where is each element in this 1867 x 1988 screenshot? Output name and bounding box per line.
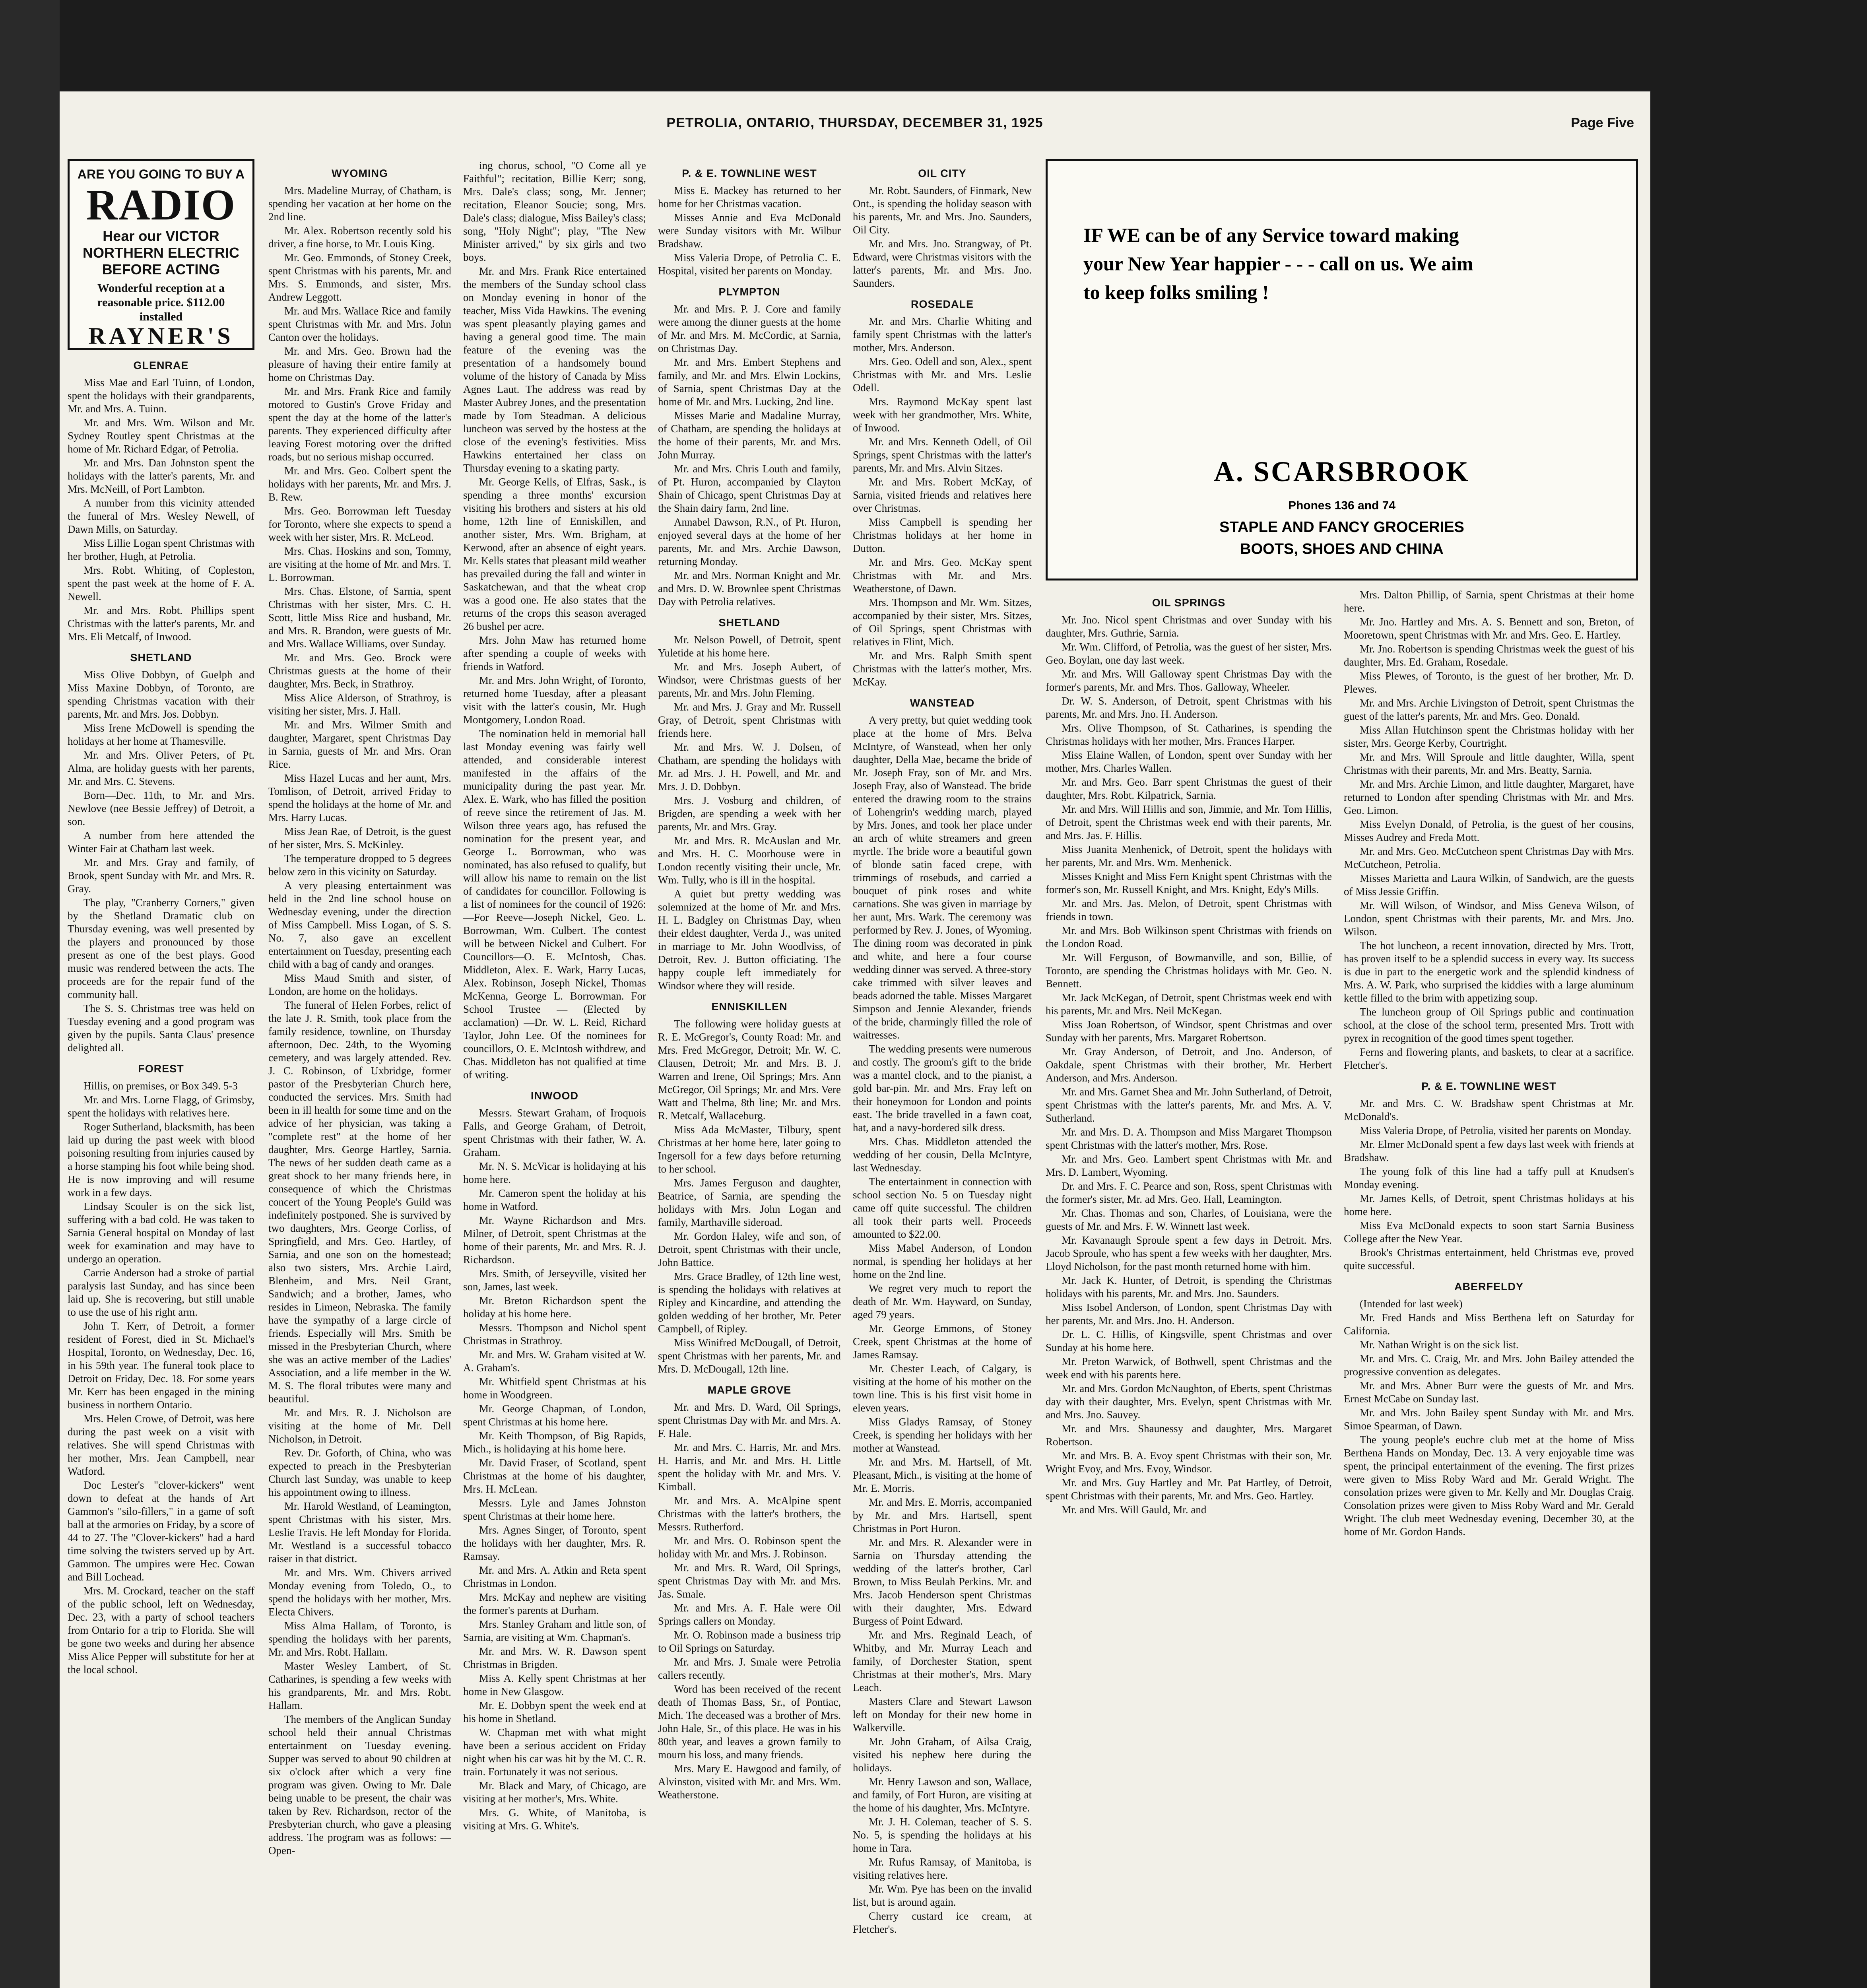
news-item: Mr. and Mrs. Garnet Shea and Mr. John Sutherland, of Detroit, spent Christmas with the latter's parents, Mr. and Mrs. A. V. Sutherland. xyxy=(1046,1086,1332,1124)
news-item: Mr. and Mrs. Charlie Whiting and family spent Christmas with the latter's mother, Mrs. Anderson. xyxy=(853,315,1032,353)
ad-question: ARE YOU GOING TO BUY A xyxy=(77,167,245,181)
news-item: Ferns and flowering plants, and baskets, to clear at a sacrifice. Fletcher's. xyxy=(1344,1046,1634,1071)
news-item: A very pretty, but quiet wedding took place at the home of Mrs. Belva McIntyre, of Wanstead, when her only daughter, Della Mae, became the bride of Mr. Joseph Fray, son of Mr. and Mrs. Joseph Fray, also of Wanstead. The bride entered the drawing room to the strains of Lohengrin's wedding march, played by Mrs. Jones, and took her place under an arch of white streamers and green myrtle. The bride wore a beautiful gown of blonde satin faced crepe, with trimmings of rosebuds, and carried a bouquet of pink roses and white carnations. She was given in marriage by her aunt, Mrs. Wark. The ceremony was performed by Rev. J. Jones, of Wyoming. The dining room was decorated in pink and white, and here a four course wedding dinner was served. A three-story cake trimmed with silver leaves and beads adorned the table. Misses Margaret Simpson and Jennie Alexander, friends of the bride, charmingly filled the role of waitresses. xyxy=(853,714,1032,1041)
news-item: Mr. Jno. Hartley and Mrs. A. S. Bennett and son, Breton, of Mooretown, spent Christmas with Mr. and Mrs. Geo. E. Hartley. xyxy=(1344,616,1634,641)
news-item: Mr. Breton Richardson spent the holiday at his home here. xyxy=(463,1295,646,1320)
news-item: Mr. and Mrs. Geo. McCutcheon spent Christmas Day with Mrs. McCutcheon, Petrolia. xyxy=(1344,845,1634,870)
store-slogan: IF WE can be of any Service toward making your New Year happier - - - call on us. We aim to keep folks smiling ! xyxy=(1083,224,1473,303)
news-item: Misses Annie and Eva McDonald were Sunday visitors with Mr. Wilbur Bradshaw. xyxy=(658,212,841,250)
news-item: Mr. and Mrs. Joseph Aubert, of Windsor, were Christmas guests of her parents, Mr. and Mrs. John Fleming. xyxy=(658,661,841,699)
news-item: Mr. O. Robinson made a business trip to Oil Springs on Saturday. xyxy=(658,1629,841,1654)
news-item: Miss Mae and Earl Tuinn, of London, spent the holidays with their grandparents, Mr. and Mrs. A. Tuinn. xyxy=(68,377,254,415)
news-item: Mr. Black and Mary, of Chicago, are visiting at her mother's, Mrs. White. xyxy=(463,1780,646,1805)
news-item: Roger Sutherland, blacksmith, has been laid up during the past week with blood poisoning resulting from injuries caused by a horse stamping his foot while being shod. He is now improving and will resume work in a few days. xyxy=(68,1121,254,1198)
news-item: Mrs. Stanley Graham and little son, of Sarnia, are visiting at Wm. Chapman's. xyxy=(463,1618,646,1643)
news-item: Mr. and Mrs. Will Hillis and son, Jimmie, and Mr. Tom Hillis, of Detroit, spent the Christmas week end with their parents, Mr. and Mrs. Jas. F. Hillis. xyxy=(1046,803,1332,841)
news-item: Mr. and Mrs. P. J. Core and family were among the dinner guests at the home of Mr. and Mrs. M. McCordic, at Sarnia, on Christmas Day. xyxy=(658,303,841,354)
news-item: Mr. Will Wilson, of Windsor, and Miss Geneva Wilson, of London, spent Christmas with their parents, Mr. and Mrs. Jno. Wilson. xyxy=(1344,899,1634,938)
news-item: Mr. Wm. Clifford, of Petrolia, was the guest of her sister, Mrs. Geo. Boylan, one day last week. xyxy=(1046,641,1332,666)
news-item: Mr. and Mrs. W. R. Dawson spent Christmas in Brigden. xyxy=(463,1645,646,1670)
news-item: Mr. and Mrs. R. J. Nicholson are visiting at the home of Mr. Dell Nicholson, in Detroit. xyxy=(268,1407,451,1445)
news-item: Mr. and Mrs. J. Gray and Mr. Russell Gray, of Detroit, spent Christmas with friends here. xyxy=(658,701,841,739)
news-item: Miss Alice Alderson, of Strathroy, is visiting her sister, Mrs. J. Hall. xyxy=(268,692,451,717)
news-item: Mr. George Kells, of Elfras, Sask., is spending a three months' excursion visiting his brothers and sisters at his old home, 12th line of Enniskillen, and another sister, Mrs. Wm. Brigham, at Kerwood, after an absence of eight years. Mr. Kells states that pleasant mild weather has prevailed during the fall and winter in Saskatchewan, and that the wheat crop was a good one. He also states that the returns of the crops this season averaged 26 bushel per acre. xyxy=(463,476,646,632)
news-item: Mr. Whitfield spent Christmas at his home in Woodgreen. xyxy=(463,1376,646,1401)
section-heading: FOREST xyxy=(138,1063,184,1075)
news-item: Mr. and Mrs. Reginald Leach, of Whitby, and Mr. Murray Leach and family, of Dorchester Station, spent Christmas at their mother's, Mrs. Mary Leach. xyxy=(853,1629,1032,1693)
news-item: Born—Dec. 11th, to Mr. and Mrs. Newlove (nee Bessie Jeffrey) of Detroit, a son. xyxy=(68,789,254,827)
news-item: Mr. and Mrs. R. Alexander were in Sarnia on Thursday attending the wedding of the latter's brother, Carl Brown, to Miss Beulah Perkins. Mr. and Mrs. Jacob Henderson spent Christmas with their daughter, Mrs. Edward Burgess of Point Edward. xyxy=(853,1536,1032,1627)
section-heading: GLENRAE xyxy=(133,359,189,371)
ad-victor-line: Hear our VICTOR NORTHERN ELECTRIC BEFORE ACTING xyxy=(83,228,239,278)
news-item: Lindsay Scouler is on the sick list, suffering with a bad cold. He was taken to Sarnia General hospital on Monday of last week for examination and may have to undergo an operation. xyxy=(68,1200,254,1265)
news-item: Mr. Wayne Richardson and Mrs. Milner, of Detroit, spent Christmas at the home of their parents, Mr. and Mrs. R. J. Richardson. xyxy=(463,1214,646,1266)
news-item: Misses Marie and Madaline Murray, of Chatham, are spending the holidays at the home of their parents, Mr. and Mrs. John Murray. xyxy=(658,410,841,461)
ad-price-line: Wonderful reception at a reasonable price. $112.00 installed xyxy=(97,282,225,323)
news-item: Mrs. Chas. Middleton attended the wedding of her cousin, Della McIntyre, last Wednesday. xyxy=(853,1136,1032,1174)
news-item: Mr. Fred Hands and Miss Berthena left on Saturday for California. xyxy=(1344,1312,1634,1337)
news-item: Mr. Nelson Powell, of Detroit, spent Yuletide at his home here. xyxy=(658,634,841,659)
news-item: Mr. Jack McKegan, of Detroit, spent Christmas week end with his parents, Mr. and Mrs. Neil McKegan. xyxy=(1046,992,1332,1017)
news-item: Miss Valeria Drope, of Petrolia, visited her parents on Monday. xyxy=(1360,1124,1632,1136)
news-item: Word has been received of the recent death of Thomas Bass, Sr., of Pontiac, Mich. The deceased was a brother of Mrs. John Hale, Sr., of this place. He was in his 80th year, and leaves a grown family to mourn his loss, and many friends. xyxy=(658,1683,841,1761)
news-item: ing chorus, school, "O Come all ye Faithful"; recitation, Billie Kerr; song, Mrs. Dale's class; song, Mr. Jenner; recitation, Eleanor Soucie; song, Mrs. Dale's class; dialogue, Miss Bailey's class; song, "Holy Night"; play, "The New Minister arrived," by six girls and two boys. xyxy=(463,159,646,263)
news-item: Miss Alma Hallam, of Toronto, is spending the holidays with her parents, Mr. and Mrs. Robt. Hallam. xyxy=(268,1620,451,1658)
news-item: W. Chapman met with what might have been a serious accident on Friday night when his car was hit by the M. C. R. train. Fortunately it was not serious. xyxy=(463,1726,646,1778)
news-item: Mr. and Mrs. Geo. Barr spent Christmas the guest of their daughter, Mrs. Robt. Kilpatrick, Sarnia. xyxy=(1046,776,1332,801)
page-header xyxy=(60,115,1650,139)
section-heading: SHETLAND xyxy=(130,652,192,664)
ad-radio-word: RADIO xyxy=(86,181,236,229)
news-item: Mrs. Thompson and Mr. Wm. Sitzes, accompanied by their sister, Mrs. Sitzes, of Oil Springs, spent Christmas with relatives in Flint, Mich. xyxy=(853,596,1032,648)
news-item: Mrs. Agnes Singer, of Toronto, spent the holidays with her daughter, Mrs. R. Ramsay. xyxy=(463,1524,646,1562)
news-item: John T. Kerr, of Detroit, a former resident of Forest, died in St. Michael's Hospital, Toronto, on Wednesday, Dec. 16, in his 59th year. The funeral took place to Detroit on Friday, Dec. 18. For some years Mr. Kerr has been engaged in the mining business in northern Ontario. xyxy=(68,1320,254,1411)
news-item: Mr. and Mrs. Frank Rice entertained the members of the Sunday school class on Monday evening in honor of the teacher, Miss Vida Hawkins. The evening was spent pleasantly playing games and having a general good time. The main feature of the evening was the presentation of a handsomely bound volume of the history of Canada by Miss Agnes Laut. The address was read by Master Aubrey Jones, and the presentation made by Tom Steadman. A delicious luncheon was served by the hostess at the close of the evening's festivities. Miss Hawkins entertained her class on Thursday evening to a skating party. xyxy=(463,265,646,474)
news-item: We regret very much to report the death of Mr. Wm. Hayward, on Sunday, aged 79 years. xyxy=(853,1282,1032,1320)
news-item: Mr. and Mrs. Robert McKay, of Sarnia, visited friends and relatives here over Christmas. xyxy=(853,476,1032,514)
news-item: Mr. and Mrs. Kenneth Odell, of Oil Springs, spent Christmas with the latter's parents, Mr. and Mrs. Alvin Sitzes. xyxy=(853,436,1032,474)
news-item: Mr. and Mrs. Geo. Colbert spent the holidays with her parents, Mr. and Mrs. J. B. Rew. xyxy=(268,465,451,503)
news-item: A very pleasing entertainment was held in the 2nd line school house on Wednesday evening, under the direction of Miss Campbell. Miss Logan, of S. S. No. 7, also gave an excellent entertainment on Tuesday, presenting each child with a bag of candy and oranges. xyxy=(268,879,451,970)
news-item: Mrs. J. Vosburg and children, of Brigden, are spending a week with her parents, Mr. and Mrs. Gray. xyxy=(658,794,841,833)
news-item: Mr. and Mrs. Oliver Peters, of Pt. Alma, are holiday guests with her parents, Mr. and Mrs. C. Stevens. xyxy=(68,749,254,787)
column-3 xyxy=(463,159,646,1988)
news-item: Mr. Gray Anderson, of Detroit, and Jno. Anderson, of Oakdale, spent Christmas with their brother, Mr. Herbert Anderson, and Mrs. Anderson. xyxy=(1046,1046,1332,1084)
page-binding-shadow xyxy=(0,0,60,1988)
news-item: Mrs. McKay and nephew are visiting the former's parents at Durham. xyxy=(463,1591,646,1616)
news-item: The luncheon group of Oil Springs public and continuation school, at the close of the school term, presented Mrs. Trott with pyrex in recognition of the good times spent together. xyxy=(1344,1006,1634,1044)
news-item: Mr. and Mrs. E. Morris, accompanied by Mr. and Mrs. Hartsell, spent Christmas in Port Huron. xyxy=(853,1496,1032,1534)
news-item: Miss Plewes, of Toronto, is the guest of her brother, Mr. D. Plewes. xyxy=(1344,670,1634,695)
news-item: The funeral of Helen Forbes, relict of the late J. R. Smith, took place from the family residence, townline, on Thursday afternoon, Dec. 24th, to the Wyoming cemetery, and was largely attended. Rev. J. C. Robinson, of Uxbridge, former pastor of the Presbyterian Church here, conducted the services. Mrs. Smith had been in ill health for some time and on the advice of her physician, was taking a "complete rest" at the home of her daughter, Mrs. George Hartley, Sarnia. The news of her sudden death came as a great shock to her many friends here, in consequence of which the Christmas concert of the Young People's Guild was indefinitely postponed. She is survived by two daughters, Mrs. George Corliss, of Springfield, and Mrs. Geo. Hartley, of Sarnia, and one son on the homestead; also two sisters, Mrs. Archie Laird, Blenheim, and Mrs. Neil Grant, Sandwich; and a brother, James, who resides in Limeon, Nebraska. The family have the sympathy of a large circle of friends. Especially will Mrs. Smith be missed in the Presbyterian Church, where she was an active member of the Ladies' Association, and a life member in the W. M. S. The floral tributes were many and beautiful. xyxy=(268,999,451,1405)
news-item: Mr. and Mrs. Ralph Smith spent Christmas with the latter's mother, Mrs. McKay. xyxy=(853,650,1032,688)
news-item: Brook's Christmas entertainment, held Christmas eve, proved quite successful. xyxy=(1344,1246,1634,1272)
news-item: Mr. and Mrs. Geo. Brown had the pleasure of having their entire family at home on Christmas Day. xyxy=(268,345,451,383)
news-item: Mr. and Mrs. Embert Stephens and family, and Mr. and Mrs. Elwin Lockins, of Sarnia, spent Christmas Day at the home of Mr. and Mrs. Lucking, 2nd line. xyxy=(658,356,841,408)
news-item: The members of the Anglican Sunday school held their annual Christmas entertainment on Tuesday evening. Supper was served to about 90 children at six o'clock after which a very fine program was given. Owing to Mr. Dale being unable to be present, the chair was taken by Rev. Richardson, rector of the Presbyterian church, who gave a pleasing address. The program was as follows: —Open- xyxy=(268,1713,451,1856)
news-item: Mr. and Mrs. Geo. Lambert spent Christmas with Mr. and Mrs. D. Lambert, Wyoming. xyxy=(1046,1153,1332,1178)
news-item: Mr. and Mrs. Robt. Phillips spent Christmas with the latter's parents, Mr. and Mrs. Eli Metcalf, of Inwood. xyxy=(68,604,254,643)
rayners-radio-ad xyxy=(68,159,254,350)
news-item: Dr. L. C. Hillis, of Kingsville, spent Christmas and over Sunday at his home here. xyxy=(1046,1328,1332,1353)
news-item: Doc Lester's "clover-kickers" went down to defeat at the hands of Art Gammon's "silo-fillers," in a game of soft ball at the armories on Friday, by a score of 44 to 27. The "Clover-kickers" had a hard time solving the twisters served up by Art. Gammon. The umpires were Hec. Cowan and Bill Lochead. xyxy=(68,1479,254,1583)
news-item: Miss Allan Hutchinson spent the Christmas holiday with her sister, Mrs. George Kerby, Courtright. xyxy=(1344,724,1634,749)
news-item: Miss Juanita Menhenick, of Detroit, spent the holidays with her parents, Mr. and Mrs. Wm. Menhenick. xyxy=(1046,843,1332,868)
news-item: Miss Evelyn Donald, of Petrolia, is the guest of her cousins, Misses Audrey and Freda Mott. xyxy=(1344,818,1634,843)
news-item: Mr. and Mrs. Archie Limon, and little daughter, Margaret, have returned to London after spending Christmas with Mr. and Mrs. Geo. Limon. xyxy=(1344,778,1634,816)
news-item: Mr. and Mrs. John Wright, of Toronto, returned home Tuesday, after a pleasant visit with the latter's cousin, Mr. Hugh Montgomery, London Road. xyxy=(463,674,646,726)
news-item: Mr. and Mrs. Wilmer Smith and daughter, Margaret, spent Christmas Day in Sarnia, guests of Mr. and Mrs. Oran Rice. xyxy=(268,719,451,770)
news-item: The temperature dropped to 5 degrees below zero in this vicinity on Saturday. xyxy=(268,852,451,878)
news-item: Mrs. Mary E. Hawgood and family, of Alvinston, visited with Mr. and Mrs. Wm. Weatherstone. xyxy=(658,1763,841,1801)
news-item: Mr. and Mrs. Gray and family, of Brook, spent Sunday with Mr. and Mrs. R. Gray. xyxy=(68,856,254,895)
newspaper-page xyxy=(60,91,1650,1988)
news-item: Mr. and Mrs. Bob Wilkinson spent Christmas with friends on the London Road. xyxy=(1046,924,1332,949)
news-item: Mr. and Mrs. Will Gauld, Mr. and xyxy=(1062,1504,1207,1516)
news-item: Mr. and Mrs. Jno. Strangway, of Pt. Edward, were Christmas visitors with the latter's parents, Mr. and Mrs. Jno. Saunders. xyxy=(853,238,1032,289)
news-item: Mr. and Mrs. Will Sproule and little daughter, Willa, spent Christmas with their parents, Mr. and Mrs. Beatty, Sarnia. xyxy=(1344,751,1634,776)
news-item: Mr. E. Dobbyn spent the week end at his home in Shetland. xyxy=(463,1699,646,1724)
news-item: Mrs. Helen Crowe, of Detroit, was here during the past week on a visit with relatives. She will spend Christmas with her mother, Mrs. Jean Campbell, near Watford. xyxy=(68,1413,254,1477)
news-item: Mr. Nathan Wright is on the sick list. xyxy=(1360,1339,1519,1351)
news-item: Miss Maud Smith and sister, of London, are home on the holidays. xyxy=(268,972,451,997)
store-name: A. SCARSBROOK xyxy=(1213,456,1470,487)
page-number: Page Five xyxy=(1571,115,1634,130)
news-item: Mr. and Mrs. A. McAlpine spent Christmas with the latter's brothers, the Messrs. Rutherford. xyxy=(658,1495,841,1533)
news-item: Mr. Elmer McDonald spent a few days last week with friends at Bradshaw. xyxy=(1344,1138,1634,1163)
news-item: Mr. and Mrs. Abner Burr were the guests of Mr. and Mrs. Ernest McCabe on Sunday last. xyxy=(1344,1380,1634,1405)
news-item: Miss Gladys Ramsay, of Stoney Creek, is spending her holidays with her mother at Wanstead. xyxy=(853,1416,1032,1454)
section-heading: OIL CITY xyxy=(918,167,966,179)
news-item: Mr. Jno. Nicol spent Christmas and over Sunday with his daughter, Mrs. Guthrie, Sarnia. xyxy=(1046,614,1332,639)
section-heading: PLYMPTON xyxy=(718,286,780,298)
column-7 xyxy=(1344,588,1634,1988)
news-item: Mr. and Mrs. John Bailey spent Sunday with Mr. and Mrs. Simoe Spearman, of Dawn. xyxy=(1344,1407,1634,1432)
news-item: Mr. and Mrs. R. McAuslan and Mr. and Mrs. H. C. Moorhouse were in London recently visiting their uncle, Mr. Wm. Tully, who is ill in the hospital. xyxy=(658,835,841,886)
news-item: Dr. W. S. Anderson, of Detroit, spent Christmas with his parents, Mr. and Mrs. Jno. H. Anderson. xyxy=(1046,695,1332,720)
news-item: Mrs. Madeline Murray, of Chatham, is spending her vacation at her home on the 2nd line. xyxy=(268,184,451,223)
news-item: Mr. Henry Lawson and son, Wallace, and family, of Fort Huron, are visiting at the home of his daughter, Mrs. McIntyre. xyxy=(853,1776,1032,1814)
news-item: Cherry custard ice cream, at Fletcher's. xyxy=(853,1910,1032,1935)
news-item: Mr. Preton Warwick, of Bothwell, spent Christmas and the week end with his parents here. xyxy=(1046,1355,1332,1380)
news-item: The wedding presents were numerous and costly. The groom's gift to the bride was a mantel clock, and to the pianist, a gold bar-pin. Mr. and Mrs. Fray left on their honeymoon for London and points east. The bride travelled in a fawn coat, hat, and a navy-bordered silk dress. xyxy=(853,1043,1032,1134)
news-item: Mr. and Mrs. Shaunessy and daughter, Mrs. Margaret Robertson. xyxy=(1046,1423,1332,1448)
news-item: Miss A. Kelly spent Christmas at her home in New Glasgow. xyxy=(463,1672,646,1697)
column-2 xyxy=(268,159,451,1988)
news-item: The young folk of this line had a taffy pull at Knudsen's Monday evening. xyxy=(1344,1165,1634,1190)
news-item: Mr. Gordon Haley, wife and son, of Detroit, spent Christmas with their uncle, John Battice. xyxy=(658,1230,841,1268)
news-item: Mr. Harold Westland, of Leamington, spent Christmas with his sister, Mrs. Leslie Travis. He left Monday for Florida. Mr. Westland is a successful tobacco raiser in that district. xyxy=(268,1500,451,1565)
section-heading: P. & E. TOWNLINE WEST xyxy=(682,167,817,179)
column-4 xyxy=(658,159,841,1988)
news-item: The entertainment in connection with school section No. 5 on Tuesday night came off quite successful. The children all took their parts well. Proceeds amounted to $22.00. xyxy=(853,1176,1032,1240)
section-heading: OIL SPRINGS xyxy=(1152,597,1226,609)
news-item: Mr. and Mrs. Will Galloway spent Christmas Day with the former's parents, Mr. and Mrs. Thos. Galloway, Wheeler. xyxy=(1046,668,1332,693)
news-item: Messrs. Stewart Graham, of Iroquois Falls, and George Graham, of Detroit, spent Christmas with their father, W. A. Graham. xyxy=(463,1107,646,1158)
news-item: Mr. Chester Leach, of Calgary, is visiting at the home of his mother on the town line. This is his first visit home in eleven years. xyxy=(853,1363,1032,1414)
news-item: Miss Valeria Drope, of Petrolia C. E. Hospital, visited her parents on Monday. xyxy=(658,252,841,277)
news-item: Mrs. M. Crockard, teacher on the staff of the public school, left on Wednesday, Dec. 23, with a party of school teachers from Ontario for a trip to Florida. She will be gone two weeks and during her absence Miss Alice Pepper will substitute for her at the local school. xyxy=(68,1585,254,1675)
news-item: Mrs. Chas. Hoskins and son, Tommy, are visiting at the home of Mr. and Mrs. T. L. Borrowman. xyxy=(268,545,451,583)
news-item: Miss Campbell is spending her Christmas holidays at her home in Dutton. xyxy=(853,516,1032,554)
news-item: (Intended for last week) xyxy=(1360,1298,1463,1310)
news-item: Master Wesley Lambert, of St. Catharines, is spending a few weeks with his grandparents, Mr. and Mrs. Robt. Hallam. xyxy=(268,1660,451,1711)
masthead-dateline: PETROLIA, ONTARIO, THURSDAY, DECEMBER 31, 1925 xyxy=(666,115,1043,130)
section-heading: MAPLE GROVE xyxy=(707,1384,792,1396)
news-item: Mr. Rufus Ramsay, of Manitoba, is visiting relatives here. xyxy=(853,1856,1032,1881)
news-item: Mr. Chas. Thomas and son, Charles, of Louisiana, were the guests of Mr. and Mrs. F. W. Winnett last week. xyxy=(1046,1207,1332,1232)
news-item: Mrs. Raymond McKay spent last week with her grandmother, Mrs. White, of Inwood. xyxy=(853,396,1032,434)
news-item: Mr. and Mrs. W. J. Dolsen, of Chatham, are spending the holidays with Mr. ad Mrs. J. H. Powell, and Mr. and Mrs. J. D. Dobbyn. xyxy=(658,741,841,792)
news-item: Miss Hazel Lucas and her aunt, Mrs. Tomlison, of Detroit, arrived Friday to spend the holidays at the home of Mr. and Mrs. Harry Lucas. xyxy=(268,772,451,823)
news-item: Miss Ada McMaster, Tilbury, spent Christmas at her home here, later going to Ingersoll for a few days before returning to her school. xyxy=(658,1124,841,1175)
news-item: Mrs. James Ferguson and daughter, Beatrice, of Sarnia, are spending the holidays with Mrs. John Logan and family, Marthaville sideroad. xyxy=(658,1177,841,1228)
store-groceries: STAPLE AND FANCY GROCERIES xyxy=(1219,519,1464,536)
news-item: Mr. James Kells, of Detroit, spent Christmas holidays at his home here. xyxy=(1344,1192,1634,1217)
news-item: Miss Isobel Anderson, of London, spent Christmas Day with her parents, Mr. and Mrs. Jno. H. Anderson. xyxy=(1046,1301,1332,1326)
news-item: Mr. and Mrs. M. Hartsell, of Mt. Pleasant, Mich., is visiting at the home of Mr. E. Morris. xyxy=(853,1456,1032,1494)
news-item: Mr. George Chapman, of London, spent Christmas at his home here. xyxy=(463,1403,646,1428)
news-item: Mrs. Robt. Whiting, of Copleston, spent the past week at the home of F. A. Newell. xyxy=(68,564,254,602)
section-heading: ABERFELDY xyxy=(1454,1281,1523,1293)
section-heading: ROSEDALE xyxy=(910,298,974,310)
news-item: Dr. and Mrs. F. C. Pearce and son, Ross, spent Christmas with the former's sister, Mr. ad Mrs. Geo. Hall, Leamington. xyxy=(1046,1180,1332,1205)
news-item: Mr. John Graham, of Ailsa Craig, visited his nephew here during the holidays. xyxy=(853,1736,1032,1774)
news-item: Mr. and Mrs. C. Craig, Mr. and Mrs. John Bailey attended the progressive convention as delegates. xyxy=(1344,1353,1634,1378)
news-item: Mr. and Mrs. B. A. Evoy spent Christmas with their son, Mr. Wright Evoy, and Mrs. Evoy, Windsor. xyxy=(1046,1450,1332,1475)
store-phones: Phones 136 and 74 xyxy=(1288,499,1396,512)
news-item: Mr. and Mrs. D. A. Thompson and Miss Margaret Thompson spent Christmas with the latter's mother, Mrs. Rose. xyxy=(1046,1126,1332,1151)
news-item: The following were holiday guests at R. E. McGregor's, County Road: Mr. and Mrs. Fred McGregor, Detroit; Mr. W. C. Clausen, Detroit; Mr. and Mrs. B. J. Warren and Irene, Oil Springs; Mrs. Ann McGregor, Oil Springs; Mr. and Mrs. Vere Watt and Thelma, 8th line; Mr. and Mrs. R. Metcalf, Wallaceburg. xyxy=(658,1018,841,1122)
news-item: Mrs. Dalton Phillip, of Sarnia, spent Christmas at their home here. xyxy=(1344,589,1634,614)
column-1 xyxy=(68,159,254,1988)
news-item: Mr. and Mrs. A. Atkin and Reta spent Christmas in London. xyxy=(463,1564,646,1589)
news-item: The nomination held in memorial hall last Monday evening was fairly well attended, and considerable interest manifested in the affairs of the municipality during the past year. Mr. Alex. E. Wark, who has filled the position of reeve since the retirement of Jas. M. Wilson three years ago, has refused the nomination for the present year, and George L. Borrowman, who was nominated, has also refused to qualify, but will allow his name to remain on the list of candidates for councillor. Following is a list of nominees for the council of 1926: —For Reeve—Joseph Nickel, Geo. L. Borrowman, Wm. Culbert. The contest will be between Nickel and Culbert. For Councillors—O. E. McIntosh, Chas. Middleton, Alex. E. Wark, Harry Lucas, Alex. Robinson, Joseph Nickel, Thomas McKenna, George L. Borrowman. For School Trustee — (Elected by acclamation) —Dr. W. L. Reid, Richard Taylor, John Lee. Of the nominees for councillors, O. E. McIntosh withdrew, and Chas. Middleton has not qualified at time of writing. xyxy=(463,728,646,1081)
ad-brand: RAYNER'S xyxy=(88,323,234,349)
news-item: Mr. and Mrs. Jas. Melon, of Detroit, spent Christmas with friends in town. xyxy=(1046,897,1332,922)
column-6 xyxy=(1046,588,1332,1988)
news-item: Mr. N. S. McVicar is holidaying at his home here. xyxy=(463,1160,646,1185)
news-item: Mr. and Mrs. W. Graham visited at W. A. Graham's. xyxy=(463,1349,646,1374)
news-item: Miss Eva McDonald expects to soon start Sarnia Business College after the New Year. xyxy=(1344,1219,1634,1244)
news-item: Mr. Jno. Robertson is spending Christmas week the guest of his daughter, Mrs. Ed. Graham, Rosedale. xyxy=(1344,643,1634,668)
section-heading: INWOOD xyxy=(531,1090,578,1102)
news-item: Mr. George Emmons, of Stoney Creek, spent Christmas at the home of James Ramsay. xyxy=(853,1322,1032,1361)
news-item: Miss Irene McDowell is spending the holidays at her home at Thamesville. xyxy=(68,722,254,747)
news-item: Mr. Keith Thompson, of Big Rapids, Mich., is holidaying at his home here. xyxy=(463,1430,646,1455)
news-item: Mrs. Geo. Borrowman left Tuesday for Toronto, where she expects to spend a week with her sister, Mrs. R. McLeod. xyxy=(268,505,451,543)
news-item: Mr. and Mrs. Lorne Flagg, of Grimsby, spent the holidays with relatives here. xyxy=(68,1094,254,1119)
news-item: Mr. and Mrs. J. Smale were Petrolia callers recently. xyxy=(658,1656,841,1681)
news-item: Mr. Will Ferguson, of Bowmanville, and son, Billie, of Toronto, are spending the Christmas holidays with Mr. Geo. N. Bennett. xyxy=(1046,951,1332,990)
news-item: Messrs. Lyle and James Johnston spent Christmas at their home here. xyxy=(463,1497,646,1522)
news-item: Mr. and Mrs. Norman Knight and Mr. and Mrs. D. W. Brownlee spent Christmas Day with Petrolia relatives. xyxy=(658,569,841,608)
news-item: Mr. and Mrs. Geo. McKay spent Christmas with Mr. and Mrs. Weatherstone, of Dawn. xyxy=(853,556,1032,594)
news-item: Messrs. Thompson and Nichol spent Christmas in Strathroy. xyxy=(463,1322,646,1347)
section-heading: ENNISKILLEN xyxy=(711,1001,788,1013)
news-item: Mr. J. H. Coleman, teacher of S. S. No. 5, is spending the holidays at his home in Tara. xyxy=(853,1816,1032,1854)
news-item: Rev. Dr. Goforth, of China, who was expected to preach in the Presbyterian Church last Sunday, was unable to keep his appointment owing to illness. xyxy=(268,1447,451,1498)
news-item: Mrs. Chas. Elstone, of Sarnia, spent Christmas with her sister, Mrs. C. H. Scott, little Miss Rice and husband, Mr. and Mrs. R. Brandon, were guests of Mr. and Mrs. Wallace Williams, over Sunday. xyxy=(268,585,451,650)
news-item: Mrs. Geo. Odell and son, Alex., spent Christmas with Mr. and Mrs. Leslie Odell. xyxy=(853,355,1032,394)
news-item: Mr. David Fraser, of Scotland, spent Christmas at the home of his daughter, Mrs. H. McLean. xyxy=(463,1457,646,1495)
news-item: Mr. and Mrs. Dan Johnston spent the holidays with the latter's parents, Mr. and Mrs. McNeill, of Port Lambton. xyxy=(68,457,254,495)
news-item: Mrs. Smith, of Jerseyville, visited her son, James, last week. xyxy=(463,1268,646,1293)
news-item: Mr. and Mrs. C. Harris, Mr. and Mrs. H. Harris, and Mr. and Mrs. H. Little spent the holiday with Mr. and Mrs. V. Kimball. xyxy=(658,1441,841,1493)
news-item: The hot luncheon, a recent innovation, directed by Mrs. Trott, has proven itself to be a splendid success in every way. Its success is due in part to the energetic work and the splendid kindness of Mrs. A. W. Park, who surprised the kiddies with a large aluminum kettle filled to the brim with appetizing soup. xyxy=(1344,940,1634,1004)
news-item: The S. S. Christmas tree was held on Tuesday evening and a good program was given by the pupils. Santa Claus' presence delighted all. xyxy=(68,1002,254,1054)
news-item: Mr. and Mrs. Wm. Wilson and Mr. Sydney Routley spent Christmas at the home of Mr. Richard Edgar, of Petrolia. xyxy=(68,417,254,455)
news-item: Mr. and Mrs. Frank Rice and family motored to Gustin's Grove Friday and spent the day at the home of the latter's parents. They experienced difficulty after leaving Forest motoring over the drifted roads, but no serious mishap occurred. xyxy=(268,385,451,463)
news-item: Mrs. John Maw has returned home after spending a couple of weeks with friends in Watford. xyxy=(463,634,646,672)
news-item: A number from here attended the Winter Fair at Chatham last week. xyxy=(68,829,254,854)
news-item: Mr. Jack K. Hunter, of Detroit, is spending the Christmas holidays with his parents, Mr. and Mrs. Jno. Saunders. xyxy=(1046,1274,1332,1299)
news-item: Miss Winifred McDougall, of Detroit, spent Christmas with her parents, Mr. and Mrs. D. McDougall, 12th line. xyxy=(658,1337,841,1375)
news-item: Miss Elaine Wallen, of London, spent over Sunday with her mother, Mrs. Charles Wallen. xyxy=(1046,749,1332,774)
news-item: A quiet but pretty wedding was solemnized at the home of Mr. and Mrs. H. L. Badgley on Christmas Day, when their eldest daughter, Verda J., was united in marriage to Mr. John Woodlviss, of Detroit, Rev. J. Button officiating. The happy couple left immediately for Windsor where they will reside. xyxy=(658,888,841,992)
news-item: Mr. and Mrs. Geo. Brock were Christmas guests at the home of their daughter, Mrs. Beck, in Strathroy. xyxy=(268,652,451,690)
news-item: Masters Clare and Stewart Lawson left on Monday for their new home in Walkerville. xyxy=(853,1695,1032,1734)
news-item: Mrs. Olive Thompson, of St. Catharines, is spending the Christmas holidays with her mother, Mrs. Frances Harper. xyxy=(1046,722,1332,747)
scarsbrook-store-ad xyxy=(1046,159,1638,580)
news-item: Mr. Alex. Robertson recently sold his driver, a fine horse, to Mr. Louis King. xyxy=(268,225,451,250)
section-heading: P. & E. TOWNLINE WEST xyxy=(1421,1080,1556,1092)
section-heading: SHETLAND xyxy=(718,617,780,629)
news-item: Mr. Wm. Pye has been on the invalid list, but is around again. xyxy=(853,1883,1032,1908)
news-item: Mr. Robt. Saunders, of Finmark, New Ont., is spending the holiday season with his parents, Mr. and Mrs. Jno. Saunders, Oil City. xyxy=(853,184,1032,236)
news-item: Mr. and Mrs. O. Robinson spent the holiday with Mr. and Mrs. J. Robinson. xyxy=(658,1535,841,1560)
news-item: Mr. and Mrs. Wallace Rice and family spent Christmas with Mr. and Mrs. John Canton over the holidays. xyxy=(268,305,451,343)
news-item: Misses Knight and Miss Fern Knight spent Christmas with the former's son, Mr. Russell Knight, and Mrs. Knight, Edy's Mills. xyxy=(1046,870,1332,895)
news-item: Annabel Dawson, R.N., of Pt. Huron, enjoyed several days at the home of her parents, Mr. and Mrs. Archie Dawson, returning Monday. xyxy=(658,516,841,567)
news-item: Miss E. Mackey has returned to her home for her Christmas vacation. xyxy=(658,184,841,210)
news-item: Mr. Geo. Emmonds, of Stoney Creek, spent Christmas with his parents, Mr. and Mrs. S. Emmonds, and sister, Mrs. Andrew Leggott. xyxy=(268,252,451,303)
news-item: Mr. and Mrs. Wm. Chivers arrived Monday evening from Toledo, O., to spend the holidays with her mother, Mrs. Electa Chivers. xyxy=(268,1567,451,1618)
news-item: Mr. Kavanaugh Sproule spent a few days in Detroit. Mrs. Jacob Sproule, who has spent a few weeks with her daughter, Mrs. Lloyd Nicholson, for the past month returned home with him. xyxy=(1046,1234,1332,1272)
news-item: Hillis, on premises, or Box 349. 5-3 xyxy=(83,1080,238,1092)
news-item: Miss Lillie Logan spent Christmas with her brother, Hugh, at Petrolia. xyxy=(68,537,254,562)
news-item: Misses Marietta and Laura Wilkin, of Sandwich, are the guests of Miss Jessie Griffin. xyxy=(1344,872,1634,897)
section-heading: WANSTEAD xyxy=(910,697,975,709)
news-item: Mr. and Mrs. C. W. Bradshaw spent Christmas at Mr. McDonald's. xyxy=(1344,1097,1634,1122)
news-item: The young people's euchre club met at the home of Miss Berthena Hands on Monday, Dec. 13. A very enjoyable time was spent, the principal entertainment of the evening. The first prizes were given to Miss Roby Ward and Mr. Gerald Wright. The consolation prizes were given to Mr. Kelly and Mr. Douglas Craig. Consolation prizes were given to Miss Roby Ward and Mr. Gerald Wright. The club meet Wednesday evening, December 30, at the home of Mr. Gordon Hands. xyxy=(1344,1434,1634,1538)
news-item: A number from this vicinity attended the funeral of Mrs. Wesley Newell, of Dawn Mills, on Saturday. xyxy=(68,497,254,535)
news-item: Miss Jean Rae, of Detroit, is the guest of her sister, Mrs. S. McKinley. xyxy=(268,825,451,850)
news-item: Mr. and Mrs. Gordon McNaughton, of Eberts, spent Christmas day with their daughter, Mrs. Evelyn, spent Christmas with Mr. and Mrs. Jno. Sauvey. xyxy=(1046,1382,1332,1421)
news-item: Mr. and Mrs. Archie Livingston of Detroit, spent Christmas the guest of the latter's parents, Mr. and Mrs. Geo. Donald. xyxy=(1344,697,1634,722)
news-item: Miss Mabel Anderson, of London normal, is spending her holidays at her home on the 2nd line. xyxy=(853,1242,1032,1280)
news-item: Miss Olive Dobbyn, of Guelph and Miss Maxine Dobbyn, of Toronto, are spending Christmas vacation with their parents, Mr. and Mrs. Jos. Dobbyn. xyxy=(68,669,254,720)
news-item: Miss Joan Robertson, of Windsor, spent Christmas and over Sunday with her parents, Mrs. Margaret Robertson. xyxy=(1046,1019,1332,1044)
news-item: Mrs. Grace Bradley, of 12th line west, is spending the holidays with relatives at Ripley and Kincardine, and attending the golden wedding of her brother, Mr. Peter Campbell, of Ripley. xyxy=(658,1270,841,1335)
news-item: Mr. and Mrs. R. Ward, Oil Springs, spent Christmas Day with Mr. and Mrs. Jas. Smale. xyxy=(658,1562,841,1600)
news-item: Mr. and Mrs. Chris Louth and family, of Pt. Huron, accompanied by Clayton Shain of Chicago, spent Christmas Day at the Shain dairy farm, 2nd line. xyxy=(658,463,841,514)
column-5 xyxy=(853,159,1032,1988)
news-item: Mr. Cameron spent the holiday at his home in Watford. xyxy=(463,1187,646,1212)
news-item: Mr. and Mrs. D. Ward, Oil Springs, spent Christmas Day with Mr. and Mrs. A. F. Hale. xyxy=(658,1401,841,1439)
news-item: The play, "Cranberry Corners," given by the Shetland Dramatic club on Thursday evening, was well presented by the players and pronounced by those present as one of the best plays. Good music was rendered between the acts. The proceeds are for the repair fund of the community hall. xyxy=(68,897,254,1000)
section-heading: WYOMING xyxy=(332,167,388,179)
news-item: Mrs. G. White, of Manitoba, is visiting at Mrs. G. White's. xyxy=(463,1807,646,1832)
news-item: Carrie Anderson had a stroke of partial paralysis last Sunday, and has since been laid up. She is recovering, but still unable to use the use of his right arm. xyxy=(68,1267,254,1318)
store-boots: BOOTS, SHOES AND CHINA xyxy=(1240,541,1444,557)
news-item: Mr. and Mrs. A. F. Hale were Oil Springs callers on Monday. xyxy=(658,1602,841,1627)
news-item: Mr. and Mrs. Guy Hartley and Mr. Pat Hartley, of Detroit, spent Christmas with their parents, Mr. and Mrs. Geo. Hartley. xyxy=(1046,1477,1332,1502)
